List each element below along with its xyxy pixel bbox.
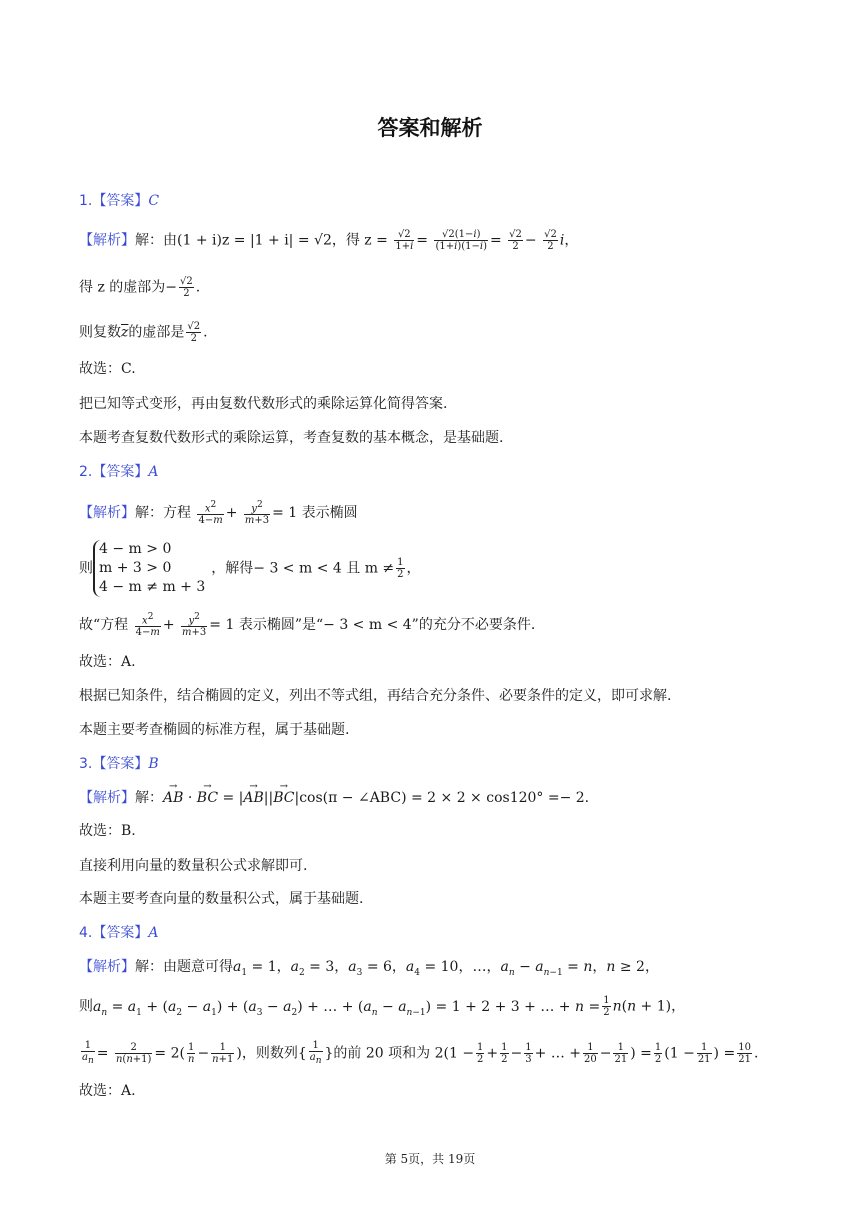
fraction: $\frac{1}{21}$ <box>614 1042 628 1065</box>
answer-label: 【答案】 <box>92 756 149 772</box>
q3-text: 解： <box>135 790 163 806</box>
q1-answer-line <box>79 191 159 211</box>
q1-method: 把已知等式变形，再由复数代数形式的乘除运算化简得答案. <box>79 396 448 412</box>
fraction: $\frac{x^2}{4-m}$ <box>198 500 223 527</box>
q2-text: ，解得− 3 < m < 4 且 m ≠ <box>211 560 395 577</box>
q2-text: 解：方程 <box>135 505 191 522</box>
analysis-label: 【解析】 <box>79 959 135 975</box>
fraction: $\frac{1}{2}$ <box>603 995 610 1018</box>
q2-analysis-line-1: 【解析】解：方程 $\frac{x^2}{4-m}$ + $\frac{y^2}{m+3}$ = 1 表示椭圆 <box>79 500 358 527</box>
answer-label: 【答案】 <box>92 193 149 209</box>
q1-analysis-line-1: 【解析】解：由(1 + i)z = |1 + i| = √2，得 z = $\frac{√2}{1+i}$ = $\frac{√2(1-i)}{(1+i)(1-i)}$ = $\frac{√2}{2}$ − $\frac{√2}{2}$ i， <box>79 229 579 252</box>
page-footer: 第 5页，共 19页 <box>384 1152 476 1166</box>
fraction: $\frac{y^2}{m+3}$ <box>244 500 270 527</box>
q1-equation: (1 + i)z = |1 + i| = √2 <box>177 232 332 249</box>
q2-answer: A <box>148 464 159 480</box>
q3-summary: 本题主要考查向量的数量积公式，属于基础题. <box>79 891 364 907</box>
fraction: $\frac{1}{a_n}$ <box>309 1040 322 1066</box>
fraction: $\frac{√2}{2}$ <box>509 229 522 252</box>
q4-analysis-line-1: 【解析】解：由题意可得$a_1 = 1$，$a_2 = 3$，$a_3 = 6$，$a_4 = 10$，…，$a_n - a_{n-1} = n$，n ≥ 2， <box>79 959 659 978</box>
q1-answer: C <box>148 193 160 209</box>
q3-equation: cos(π − ∠ABC) = 2 × 2 × cos120° =− 2. <box>299 790 590 806</box>
analysis-label: 【解析】 <box>79 232 135 249</box>
q3-answer-line <box>79 754 159 774</box>
answer-label: 【答案】 <box>92 925 149 941</box>
answer-label: 【答案】 <box>92 464 149 480</box>
q4-analysis-line-3: $\frac{1}{a_n}$ = $\frac{2}{n(n+1)}$ = 2( $\frac{1}{n}$ − $\frac{1}{n+1}$ )，则数列{ $\frac{1}{a_n}$ }的前 20 项和为 2(1 − $\frac{1}{2}$ + $\frac{1}{2}$ − $\frac{1}{3}$ + … + $\frac{1}{20}$ − $\frac{1}{21}$ ) = $\frac{1}{2}$ (1 − $\frac{1}{21}$ ) = $\frac{10}{21}$ . <box>82 1040 759 1066</box>
q4-text: 解：由题意可得 <box>135 959 233 975</box>
fraction: $\frac{√2(1-i)}{(1+i)(1-i)}$ <box>435 229 487 252</box>
q2-method: 根据已知条件，结合椭圆的定义，列出不等式组，再结合充分条件、必要条件的定义，即可求解. <box>79 688 672 704</box>
fraction: $\frac{1}{20}$ <box>584 1042 597 1065</box>
q1-number: 1. <box>79 193 93 209</box>
q1-analysis-line-2: 得 z 的虚部为− $\frac{√2}{2}$ . <box>79 276 201 299</box>
fraction: $\frac{1}{3}$ <box>525 1042 532 1065</box>
analysis-label: 【解析】 <box>79 505 135 522</box>
q4-answer: A <box>148 925 159 941</box>
q3-method: 直接利用向量的数量积公式求解即可. <box>79 858 308 874</box>
q4-choice: 故选：A. <box>79 1083 136 1099</box>
fraction: $\frac{1}{a_n}$ <box>82 1040 94 1066</box>
fraction: $\frac{√2}{2}$ <box>544 229 557 252</box>
fraction: $\frac{√2}{2}$ <box>187 321 201 344</box>
q1-text: 的虚部是 <box>128 324 185 341</box>
q2-number: 2. <box>79 464 93 480</box>
q4-answer-line <box>79 923 158 943</box>
q3-choice: 故选：B. <box>79 823 136 839</box>
q4-analysis-line-2: 则$a_n = a_1 + (a_2 - a_1) + (a_3 - a_2)$ + … + $(a_n - a_{n-1}) = 1 + 2 + 3$ + … + n = $\frac{1}{2}$ n(n + 1)， <box>79 995 686 1018</box>
q3-answer: B <box>148 756 159 772</box>
fraction: $\frac{1}{n+1}$ <box>212 1042 234 1065</box>
q2-answer-line <box>79 462 158 482</box>
fraction: $\frac{1}{n}$ <box>187 1042 195 1065</box>
q1-text: 解：由 <box>135 232 177 249</box>
q3-number: 3. <box>79 756 93 772</box>
q2-analysis-line-2: 则 4 − m > 0 m + 3 > 0 4 − m ≠ m + 3 ，解得− 3 < m < 4 且 m ≠ $\frac{1}{2}$ ， <box>79 541 421 595</box>
analysis-label: 【解析】 <box>79 790 135 806</box>
fraction: $\frac{2}{n(n+1)}$ <box>115 1042 152 1065</box>
q3-analysis-line-1: 【解析】解：→ AB · → BC = |→ AB||→ BC|cos(π − ∠ABC) = 2 × 2 × cos120° =− 2. <box>79 788 589 808</box>
q1-text-mid: ，得 z = <box>331 232 388 249</box>
fraction: $\frac{1}{2}$ <box>397 557 404 580</box>
fraction: $\frac{√2}{2}$ <box>180 276 193 299</box>
page-title: 答案和解析 <box>377 116 483 140</box>
fraction: $\frac{1}{2}$ <box>477 1042 484 1065</box>
q1-text: 得 z 的虚部为− <box>79 279 178 296</box>
q2-text: = 1 表示椭圆 <box>272 505 358 522</box>
inequality-system: 4 − m > 0 m + 3 > 0 4 − m ≠ m + 3 <box>93 540 205 597</box>
fraction: $\frac{x^2}{4-m}$ <box>135 612 160 639</box>
q2-text: = 1 表示椭圆”是“− 3 < m < 4”的充分不必要条件. <box>209 617 536 634</box>
q4-number: 4. <box>79 925 93 941</box>
fraction: $\frac{y^2}{m+3}$ <box>182 612 207 639</box>
fraction: $\frac{√2}{1+i}$ <box>395 229 414 252</box>
fraction: $\frac{10}{21}$ <box>738 1042 751 1065</box>
fraction: $\frac{1}{2}$ <box>654 1042 662 1065</box>
fraction: $\frac{1}{21}$ <box>697 1042 711 1065</box>
q2-summary: 本题主要考查椭圆的标准方程，属于基础题. <box>79 722 350 738</box>
q2-choice: 故选：A. <box>79 654 136 670</box>
q1-choice: 故选：C. <box>79 361 136 377</box>
q1-analysis-line-3: 则复数$\overline{z}$的虚部是 $\frac{√2}{2}$ . <box>79 321 208 344</box>
q2-text: 则 <box>79 560 93 577</box>
fraction: $\frac{1}{2}$ <box>501 1042 508 1065</box>
q1-text: 则复数 <box>79 324 121 341</box>
q2-analysis-line-3: 故“方程 $\frac{x^2}{4-m}$ + $\frac{y^2}{m+3}$ = 1 表示椭圆”是“− 3 < m < 4”的充分不必要条件. <box>79 612 536 639</box>
q2-text: 故“方程 <box>79 617 129 634</box>
q1-summary: 本题考查复数代数形式的乘除运算，考查复数的基本概念，是基础题. <box>79 430 504 446</box>
